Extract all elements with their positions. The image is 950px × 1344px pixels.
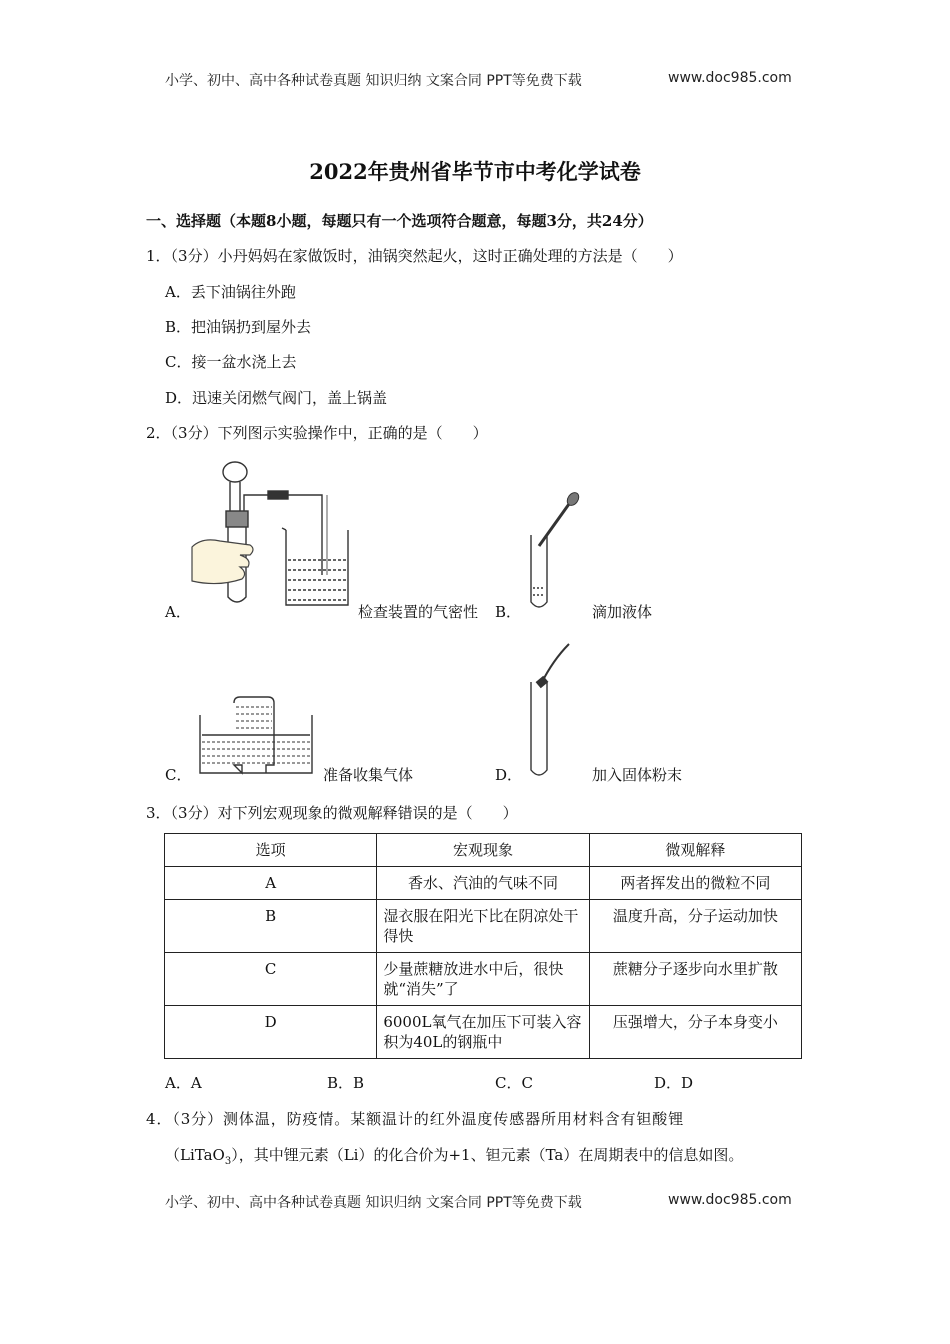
table-cell: 压强增大，分子本身变小 bbox=[589, 1006, 801, 1059]
table-cell: 香水、汽油的气味不同 bbox=[377, 867, 589, 900]
q3-answer-a: A．A bbox=[165, 1074, 202, 1092]
q4-line2 bbox=[165, 1144, 743, 1167]
table-cell: 少量蔗糖放进水中后，很快就“消失”了 bbox=[377, 953, 589, 1006]
section-heading: 一、选择题（本题8小题，每题只有一个选项符合题意，每题3分，共24分） bbox=[146, 212, 653, 230]
q2-stem: 2．（3分）下列图示实验操作中，正确的是（ ） bbox=[146, 424, 488, 442]
q2-b-letter: B． bbox=[495, 603, 522, 621]
table-row bbox=[165, 1006, 802, 1059]
q3-answer-b: B．B bbox=[327, 1074, 365, 1092]
figure-b-dropper bbox=[525, 490, 585, 615]
header-text: 小学、初中、高中各种试卷真题 知识归纳 文案合同 PPT等免费下载 bbox=[165, 73, 582, 89]
table-cell: 湿衣服在阳光下比在阴凉处干得快 bbox=[377, 900, 589, 953]
q1-stem: 1．（3分）小丹妈妈在家做饭时，油锅突然起火，这时正确处理的方法是（ ） bbox=[146, 247, 683, 265]
table-row bbox=[165, 867, 802, 900]
table-header: 宏观现象 bbox=[377, 834, 589, 867]
header-url[interactable]: www.doc985.com bbox=[668, 70, 792, 86]
q2-a-letter: A． bbox=[165, 603, 191, 621]
table-header-row bbox=[165, 834, 802, 867]
table-cell: 6000L氧气在加压下可装入容积为40L的钢瓶中 bbox=[377, 1006, 589, 1059]
table-cell: D bbox=[165, 1006, 377, 1059]
q3-stem: 3．（3分）对下列宏观现象的微观解释错误的是（ ） bbox=[146, 804, 518, 822]
table-cell: 温度升高，分子运动加快 bbox=[589, 900, 801, 953]
q1-option-b: B．把油锅扔到屋外去 bbox=[165, 318, 312, 336]
table-header: 微观解释 bbox=[589, 834, 801, 867]
figure-a-airtightness bbox=[190, 455, 350, 615]
table-cell: 两者挥发出的微粒不同 bbox=[589, 867, 801, 900]
q4-subscript: 3 bbox=[224, 1156, 232, 1167]
q2-c-letter: C． bbox=[165, 766, 192, 784]
q1-option-c: C．接一盆水浇上去 bbox=[165, 353, 297, 371]
q4-line2-a: （LiTaO bbox=[165, 1146, 225, 1164]
q3-table bbox=[164, 833, 802, 1059]
q2-d-caption: 加入固体粉末 bbox=[592, 766, 683, 784]
page-title: 2022年贵州省毕节市中考化学试卷 bbox=[309, 159, 641, 184]
q2-b-caption: 滴加液体 bbox=[592, 603, 653, 621]
table-cell: 蔗糖分子逐步向水里扩散 bbox=[589, 953, 801, 1006]
footer-text: 小学、初中、高中各种试卷真题 知识归纳 文案合同 PPT等免费下载 bbox=[165, 1195, 582, 1211]
table-cell: B bbox=[165, 900, 377, 953]
q2-c-caption: 准备收集气体 bbox=[323, 766, 414, 784]
q4-line1: 4．（3分）测体温，防疫情。某额温计的红外温度传感器所用材料含有钽酸锂 bbox=[146, 1110, 685, 1128]
q3-answer-d: D．D bbox=[654, 1074, 694, 1092]
q2-a-caption: 检查装置的气密性 bbox=[358, 603, 479, 621]
q3-answer-c: C．C bbox=[495, 1074, 533, 1092]
table-header: 选项 bbox=[165, 834, 377, 867]
q2-d-letter: D． bbox=[495, 766, 523, 784]
table-row bbox=[165, 953, 802, 1006]
q1-option-a: A．丢下油锅往外跑 bbox=[165, 283, 296, 301]
footer-url[interactable]: www.doc985.com bbox=[668, 1192, 792, 1208]
table-cell: A bbox=[165, 867, 377, 900]
figure-d-powder bbox=[525, 640, 585, 780]
q1-option-d: D．迅速关闭燃气阀门，盖上锅盖 bbox=[165, 389, 388, 407]
figure-c-gas-collection bbox=[196, 695, 316, 775]
table-row bbox=[165, 900, 802, 953]
q4-line2-b: ），其中锂元素（Li）的化合价为+1、钽元素（Ta）在周期表中的信息如图。 bbox=[231, 1146, 744, 1164]
table-cell: C bbox=[165, 953, 377, 1006]
